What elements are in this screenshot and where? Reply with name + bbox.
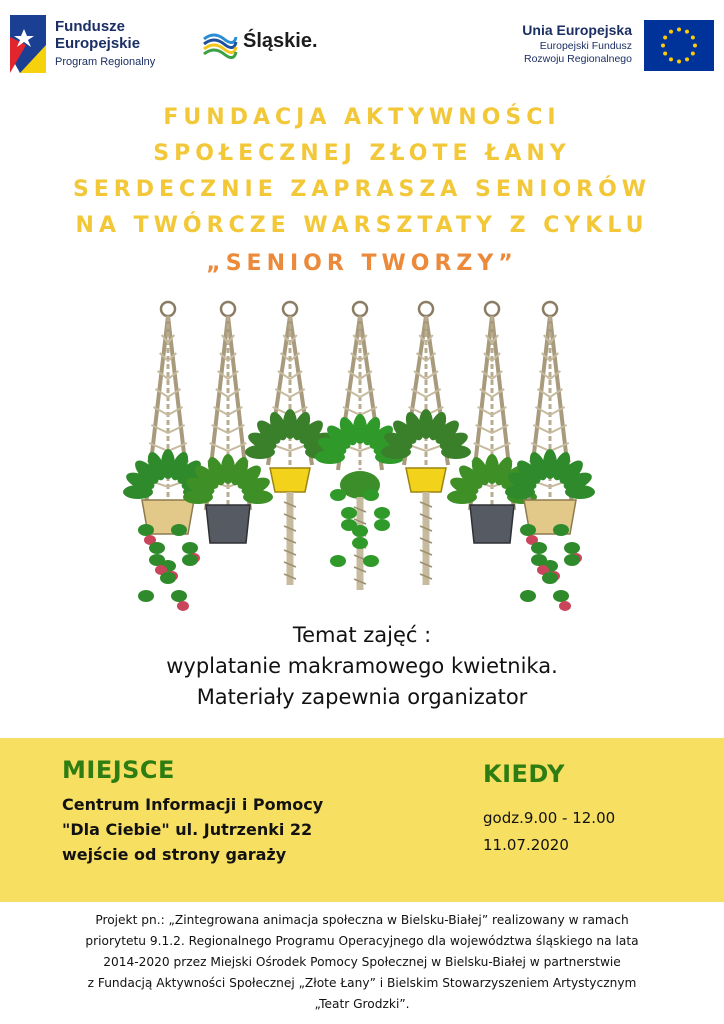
footer-line-1: Projekt pn.: „Zintegrowana animacja społeczna w Bielsku-Białej” realizowany w ramach [95, 913, 629, 927]
project-footer [0, 910, 724, 1015]
topic-line-3: Materiały zapewnia organizator [196, 685, 528, 709]
topic-block [0, 620, 724, 713]
topic-line-2: wyplatanie makramowego kwietnika. [166, 654, 558, 678]
when-time: godz.9.00 - 12.00 [483, 809, 616, 827]
footer-line-2: priorytetu 9.1.2. Regionalnego Programu Operacyjnego dla województwa śląskiego na lata [85, 934, 639, 948]
eu-star-icon [691, 52, 695, 56]
title-line-3: SERDECZNIE ZAPRASZA SENIORÓW [72, 177, 652, 202]
macrame-plant-hangers-illustration [110, 295, 614, 620]
topic-line-1: Temat zajęć : [292, 623, 432, 647]
eu-star-icon [663, 52, 667, 56]
eu-star-icon [677, 28, 681, 32]
eu-star-icon [669, 30, 673, 34]
plant-hanger [447, 302, 537, 543]
fundusze-europejskie-text [55, 19, 155, 68]
eu-star-icon [663, 36, 667, 40]
title-senior-tworzy: „SENIOR TWORZY” [206, 251, 518, 276]
ue-line3: Rozwoju Regionalnego [524, 52, 632, 65]
fe-line2: Europejskie [55, 34, 141, 52]
ue-line1: Unia Europejska [522, 22, 632, 38]
fundusze-europejskie-logo [10, 15, 46, 73]
place-line-3: wejście od strony garaży [62, 845, 287, 864]
eu-star-icon [677, 60, 681, 64]
place-heading: MIEJSCE [62, 756, 175, 784]
when-details [483, 805, 615, 859]
plant-hanger [505, 302, 595, 611]
eu-flag [644, 20, 714, 71]
title-line-1: FUNDACJA AKTYWNOŚCI [163, 105, 561, 130]
slaskie-text: Śląskie. [243, 30, 318, 52]
when-date: 11.07.2020 [483, 836, 569, 854]
slaskie-logo [202, 29, 238, 59]
eu-star-icon [691, 36, 695, 40]
eu-star-icon [669, 57, 673, 61]
place-details [62, 792, 323, 867]
fe-line3: Program Regionalny [55, 56, 156, 68]
footer-line-5: „Teatr Grodzki”. [314, 997, 410, 1011]
footer-line-4: z Fundacją Aktywności Społecznej „Złote Łany” i Bielskim Stowarzyszeniem Artystycznym [87, 976, 637, 990]
eu-star-icon [693, 44, 697, 48]
eu-star-icon [685, 30, 689, 34]
title-block [0, 100, 724, 282]
footer-line-3: 2014-2020 przez Miejski Ośrodek Pomocy Społecznej w Bielsku-Białej w partnerstwie [103, 955, 621, 969]
place-line-1: Centrum Informacji i Pomocy [62, 795, 324, 814]
title-line-2: SPOŁECZNEJ ZŁOTE ŁANY [153, 141, 571, 166]
place-line-2: "Dla Ciebie" ul. Jutrzenki 22 [62, 820, 313, 839]
plant-hanger [381, 302, 471, 585]
unia-europejska-text [522, 22, 632, 66]
plant-hanger [123, 302, 213, 611]
title-line-4: NA TWÓRCZE WARSZTATY Z CYKLU [75, 213, 649, 238]
eu-star-icon [661, 44, 665, 48]
fe-line1: Fundusze [55, 18, 125, 35]
ue-line2: Europejski Fundusz [539, 39, 632, 52]
when-heading: KIEDY [483, 760, 565, 788]
eu-star-icon [685, 57, 689, 61]
